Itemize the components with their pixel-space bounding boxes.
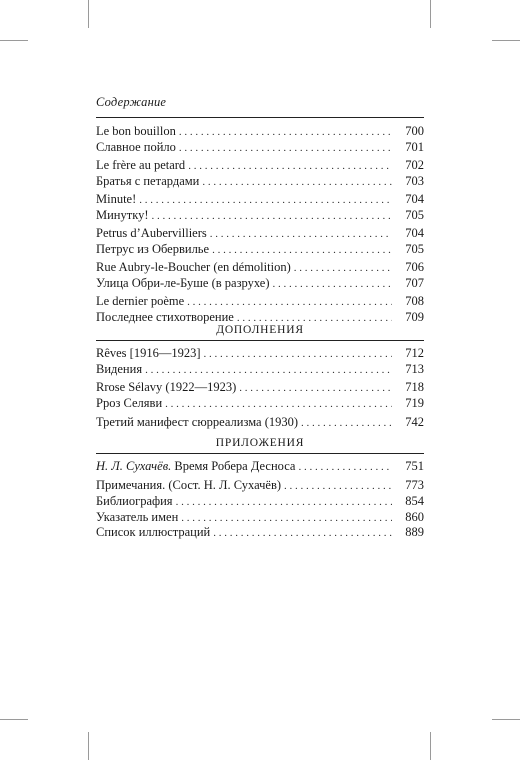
toc-entry[interactable]: Рроз Селяви . . . 719 [96,396,424,412]
toc-entry[interactable]: Указатель имен . . . 860 [96,510,424,526]
toc-entry[interactable]: Le dernier poème . . . 708 [96,294,424,310]
toc-entry[interactable]: Minute! . . . 704 [96,192,424,208]
toc-entry[interactable]: Rue Aubry-le-Boucher (en démolition) . . . 706 [96,260,424,276]
crop-mark [88,0,89,28]
crop-mark [0,719,28,720]
crop-mark [430,0,431,28]
entry-author: Н. Л. Сухачёв. [96,459,172,473]
toc-entry[interactable]: Последнее стихотворение . . . 709 [96,310,424,326]
toc-entry[interactable]: Славное пойло . . . 701 [96,140,424,156]
crop-mark [0,40,28,41]
toc-entry[interactable]: Видения . . . 713 [96,362,424,378]
toc-entry[interactable]: Список иллюстраций . . . 889 [96,525,424,541]
toc-entry[interactable]: Le bon bouillon . . . 700 [96,124,424,140]
toc-entry[interactable]: Le frère au petard . . . 702 [96,158,424,174]
toc-entry[interactable]: Библиография . . . 854 [96,494,424,510]
crop-mark [88,732,89,760]
header-rule [96,117,424,118]
crop-mark [492,40,520,41]
toc-supplements [96,346,424,431]
toc-entry[interactable]: Петрус из Обервилье . . . 705 [96,242,424,258]
running-header: Содержание [96,95,167,109]
toc-entry[interactable]: Братья с петардами . . . 703 [96,174,424,190]
section-title-appendices: ПРИЛОЖЕНИЯ [215,437,305,449]
toc-entry[interactable]: Третий манифест сюрреализма (1930) . . . 742 [96,415,424,431]
toc-entry[interactable]: Н. Л. Сухачёв. Время Робера Десноса . . . 751 [96,459,424,475]
toc-appendices [96,459,424,493]
crop-mark [492,719,520,720]
section-rule [96,453,424,454]
toc-entry[interactable]: Rêves [1916—1923] . . . 712 [96,346,424,362]
section-rule [96,340,424,341]
section-title-supplements: ДОПОЛНЕНИЯ [216,324,304,336]
toc-entry[interactable]: Petrus d’Aubervilliers . . . 704 [96,226,424,242]
toc-entry[interactable]: Примечания. (Сост. Н. Л. Сухачёв) . . . 773 [96,478,424,494]
toc-entry[interactable]: Rrose Sélavy (1922—1923) . . . 718 [96,380,424,396]
crop-mark [430,732,431,760]
toc-main [96,124,424,325]
toc-entry[interactable]: Минутку! . . . 705 [96,208,424,224]
toc-back-matter [96,494,424,541]
toc-entry[interactable]: Улица Обри-ле-Буше (в разрухе) . . . 707 [96,276,424,292]
